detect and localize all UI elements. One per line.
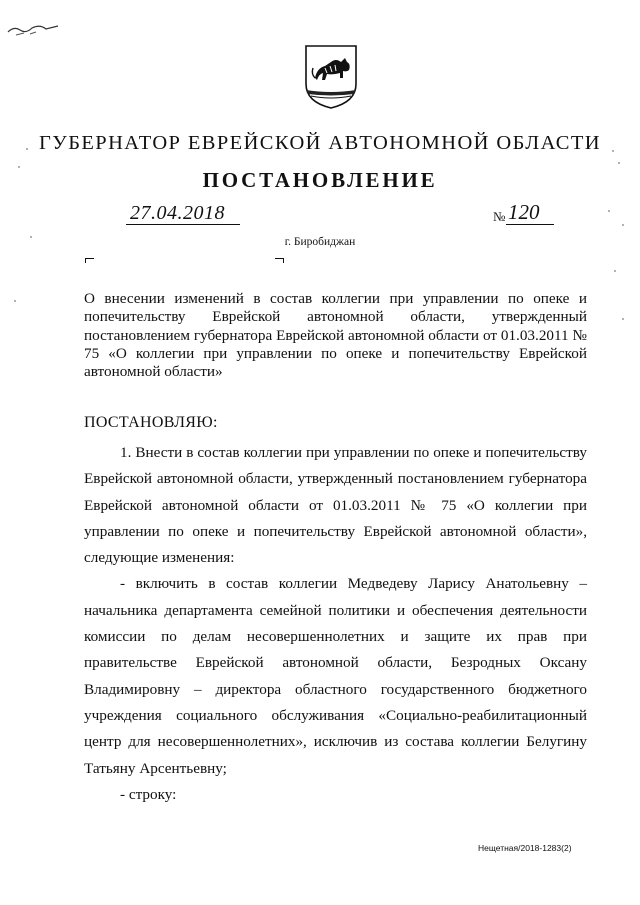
number-sign: № <box>493 209 506 224</box>
paragraph-3: - строку: <box>120 785 177 803</box>
document-subject: О внесении изменений в состав коллегии при управлении по опеке и попечительству Еврейской автономной области, утвержденный постановлением губернатора Еврейской автономной области от 01.03.2011 № 75 «О коллегии при управлении по опеке и попечительству Еврейской автономной области» <box>84 290 587 381</box>
document-code: Нещетная/2018-1283(2) <box>478 843 572 853</box>
document-type: ПОСТАНОВЛЕНИЕ <box>202 168 438 192</box>
paragraph-1: 1. Внести в состав коллегии при управлении по опеке и попечительству Еврейской автономной области, утвержденный постановлением губернатора Еврейской автономной области от 01.03.2011 № 75 «О коллегии при управлении по опеке и попечительству Еврейской автономной области», следующие изменения: <box>84 444 587 567</box>
number-underline <box>506 224 554 225</box>
coat-of-arms-emblem <box>303 44 359 110</box>
decree-word: ПОСТАНОВЛЯЮ: <box>84 414 218 431</box>
document-body <box>84 440 587 808</box>
handwritten-date: 27.04.2018 <box>130 202 225 224</box>
scan-artifact <box>6 18 66 38</box>
left-corner-mark <box>85 258 94 263</box>
paragraph-2: - включить в состав коллегии Медведеву Ларису Анатольевну – начальника департамента семейной политики и обеспечения деятельности комиссии по делам несовершеннолетних и защите их прав при правительстве Еврейской автономной области, Безродных Оксану Владимировну – директора областного государственного бюджетного учреждения социального обслуживания «Социально-реабилитационный центр для несовершеннолетних», исключив из состава коллегии Белугину Татьяну Арсентьевну; <box>84 575 587 777</box>
city-name: г. Биробиджан <box>284 236 356 248</box>
issuer-title: ГУБЕРНАТОР ЕВРЕЙСКОЙ АВТОНОМНОЙ ОБЛАСТИ <box>39 132 601 154</box>
handwritten-number: 120 <box>508 200 540 224</box>
date-underline <box>126 224 240 225</box>
right-corner-mark <box>275 258 284 263</box>
